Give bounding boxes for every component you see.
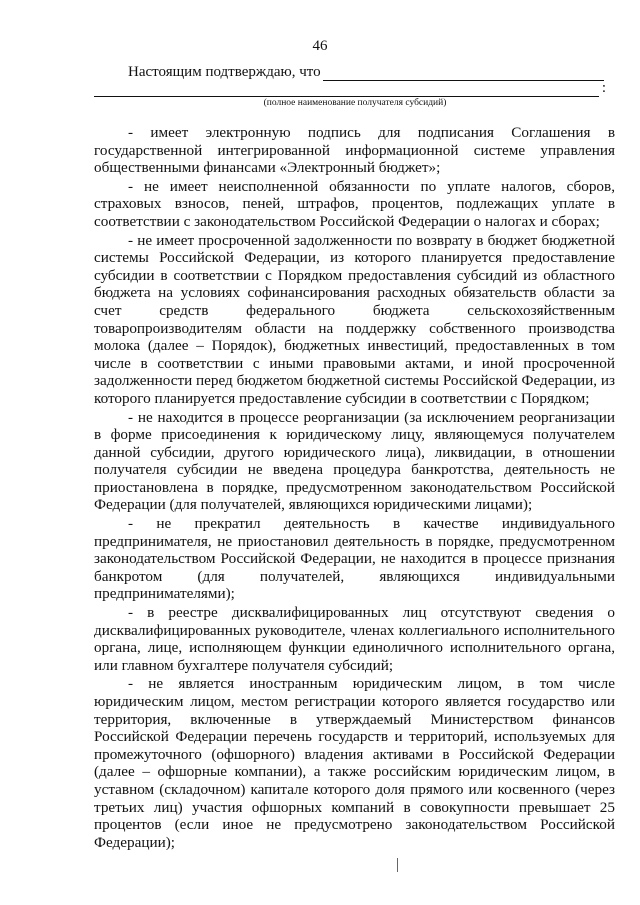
scan-artifact-mark (397, 858, 398, 872)
declaration-item-3: - не имеет просроченной задолженности по возврату в бюджет бюджетной системы Российской Федерации, из которого планируется предоставление субсидии в соответствии с Порядком предоставления субсидий из областного бюджета на условиях софинансирования расходных обязательств области за счет средств федерального бюджета сельскохозяйственным товаропроизводителям области на поддержку собственного производства молока (далее – Порядок), бюджетных инвестиций, предоставленных в том числе в соответствии с иными правовыми актами, и иной просроченной задолженности перед бюджетом бюджетной системы Российской Федерации, из которого планируется предоставление субсидии в соответствии с Порядком; (94, 231, 615, 407)
recipient-caption: (полное наименование получателя субсидий) (263, 98, 447, 108)
recipient-name-blank-1 (323, 66, 604, 81)
declaration-item-7: - не является иностранным юридическим лицом, в том числе юридическим лицом, местом регистрации которого является государство или территория, включенные в утверждаемый Министерством финансов Российской Федерации перечень государств и территорий, используемых для промежуточного (офшорного) владения активами в Российской Федерации (далее – офшорные компании), а также российским юридическим лицом, в уставном (складочном) капитале которого доля прямого или косвенного (через третьих лиц) участия офшорных компаний в совокупности превышает 25 процентов (если иное не предусмотрено законодательством Российской Федерации); (94, 675, 615, 851)
recipient-name-blank-2 (94, 80, 599, 97)
page-number: 46 (312, 38, 328, 54)
declaration-item-6: - в реестре дисквалифицированных лиц отсутствуют сведения о дисквалифицированных руководителе, членах коллегиального исполнительного органа, лице, исполняющем функции единоличного исполнительного органа, или главном бухгалтере получателя субсидий; (94, 604, 615, 674)
line-colon: : (601, 80, 606, 96)
declaration-item-4: - не находится в процессе реорганизации (за исключением реорганизации в форме присоединения к юридическому лицу, являющемуся получателем данной субсидии, другого юридического лица), ликвидации, в отношении получателя субсидии не введена процедура банкротства, деятельность не приостановлена в порядке, предусмотренном законодательством Российской Федерации (для получателей, являющихся юридическими лицами); (94, 408, 615, 514)
confirmation-line (128, 64, 604, 81)
declaration-item-1: - имеет электронную подпись для подписания Соглашения в государственной интегрированной информационной системе управления общественными финансами «Электронный бюджет»; (94, 124, 615, 177)
confirmation-text: Настоящим подтверждаю, что (128, 64, 321, 80)
declaration-item-5: - не прекратил деятельность в качестве индивидуального предпринимателя, не приостановил деятельность в порядке, предусмотренном законодательством Российской Федерации, не находится в процессе признания банкротом (для получателей, являющихся индивидуальными предпринимателями); (94, 515, 615, 603)
declaration-body (94, 124, 615, 852)
declaration-item-2: - не имеет неисполненной обязанности по уплате налогов, сборов, страховых взносов, пеней, штрафов, процентов, подлежащих уплате в соответствии с законодательством Российской Федерации о налогах и сборах; (94, 177, 615, 230)
recipient-name-line (94, 80, 606, 97)
